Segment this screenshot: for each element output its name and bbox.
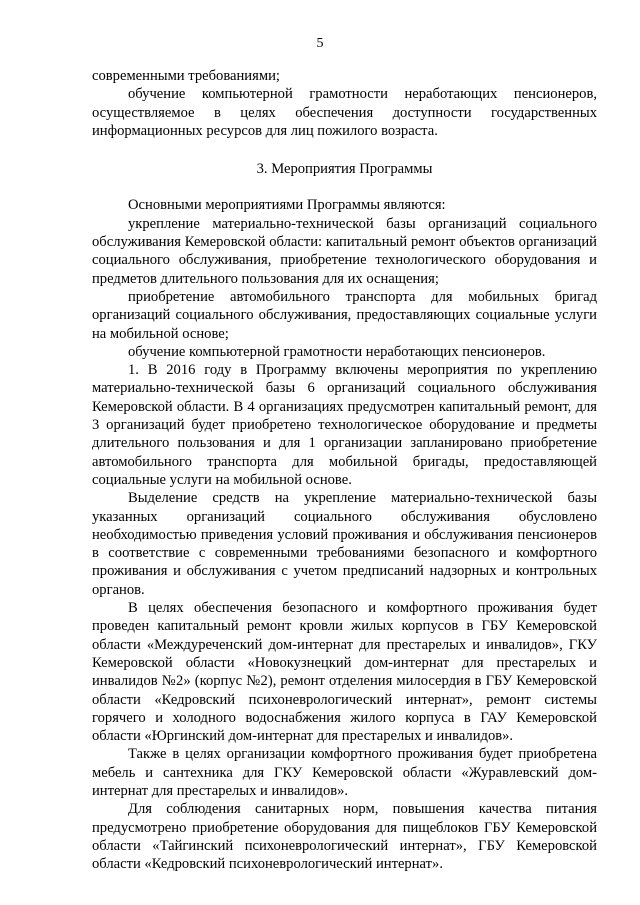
paragraph-strengthening-base: укрепление материально-технической базы организаций социального обслуживания Кемеровской области: капитальный ремонт объектов организаций социального обслуживания, приобретение технологического оборудования и предметов длительного пользования для их оснащения;: [92, 215, 597, 287]
document-body: [92, 67, 597, 873]
paragraph-computer-literacy: обучение компьютерной грамотности неработающих пенсионеров.: [128, 343, 546, 360]
page-number: 5: [316, 36, 324, 51]
paragraph-main-activities: Основными мероприятиями Программы являются:: [128, 197, 446, 214]
paragraph-transport: приобретение автомобильного транспорта для мобильных бригад организаций социального обслуживания, предоставляющих социальные услуги на мобильной основе;: [92, 288, 597, 342]
intro-paragraph: обучение компьютерной грамотности неработающих пенсионеров, осуществляемое в целях обеспечения доступности государственных информационных ресурсов для лиц пожилого возраста.: [92, 86, 597, 139]
paragraph-funding: Выделение средств на укрепление материально-технической базы указанных организаций социального обслуживания обусловлено необходимостью приведения условий проживания и обслуживания пенсионеров в соответствие с современными требованиями безопасного и комфортного проживания и обслуживания с учетом предписаний надзорных и контрольных органов.: [92, 490, 597, 598]
section-title: 3. Мероприятия Программы: [256, 161, 433, 178]
paragraph-2016-program: 1. В 2016 году в Программу включены мероприятия по укреплению материально-технической базы 6 организаций социального обслуживания Кемеровской области. В 4 организациях предусмотрен капитальный ремонт, для 3 организаций будет приобретено технологическое оборудование и предметы длительного пользования и для 1 организации запланировано приобретение автомобильного транспорта для мобильной бригады, предоставляющей социальные услуги на мобильной основе.: [92, 362, 597, 488]
intro-line: современными требованиями;: [92, 68, 280, 84]
paragraph-sanitary: Для соблюдения санитарных норм, повышения качества питания предусмотрено приобретение оборудования для пищеблоков ГБУ Кемеровской области «Тайгинский психоневрологический интернат», ГБУ Кемеровской области «Кедровский психоневрологический интернат».: [92, 801, 597, 873]
paragraph-furniture: Также в целях организации комфортного проживания будет приобретена мебель и сантехника для ГКУ Кемеровской области «Журавлевский дом-интернат для престарелых и инвалидов».: [92, 746, 597, 799]
paragraph-roof-repair: В целях обеспечения безопасного и комфортного проживания будет проведен капитальный ремонт кровли жилых корпусов в ГБУ Кемеровской области «Междуреченский дом-интернат для престарелых и инвалидов», ГКУ Кемеровской области «Новокузнецкий дом-интернат для престарелых и инвалидов №2» (корпус №2), ремонт отделения милосердия в ГБУ Кемеровской области «Кедровский психоневрологический интернат», ремонт системы горячего и холодного водоснабжения жилого корпуса в ГАУ Кемеровской области «Юргинский дом-интернат для престарелых и инвалидов».: [92, 600, 597, 745]
